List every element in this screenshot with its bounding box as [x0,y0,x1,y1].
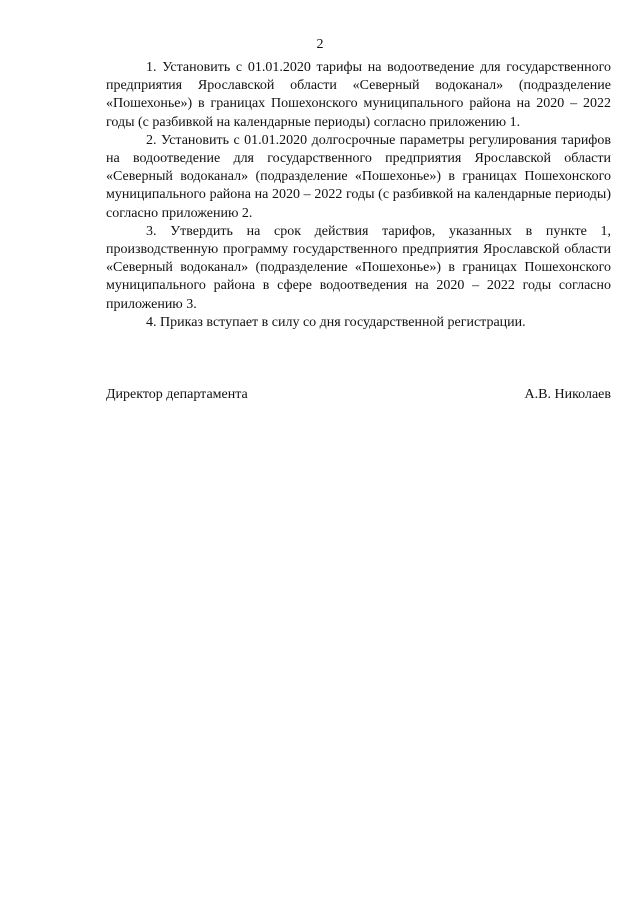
signatory-name: А.В. Николаев [524,387,611,402]
signatory-position: Директор департамента [106,387,248,402]
signature-block [106,386,611,404]
paragraph-1: 1. Установить с 01.01.2020 тарифы на водоотведение для государственного предприятия Ярославской области «Северный водоканал» (подразделение «Пошехонье») в границах Пошехонского муниципального района на 2020 – 2022 годы (с разбивкой на календарные периоды) согласно приложению 1. [106,60,611,130]
paragraph-2: 2. Установить с 01.01.2020 долгосрочные параметры регулирования тарифов на водоотведение для государственного предприятия Ярославской области «Северный водоканал» (подразделение «Пошехонье») в границах Пошехонского муниципального района на 2020 – 2022 годы (с разбивкой на календарные периоды) согласно приложению 2. [106,132,611,221]
paragraph-4: 4. Приказ вступает в силу со дня государственной регистрации. [146,314,526,330]
document-body [106,59,611,332]
paragraph-3: 3. Утвердить на срок действия тарифов, указанных в пункте 1, производственную программу государственного предприятия Ярославской области «Северный водоканал» (подразделение «Пошехонье») в границах Пошехонского муниципального района в сфере водоотведения на 2020 – 2022 годы согласно приложению 3. [106,223,611,312]
page-number: 2 [316,37,324,52]
